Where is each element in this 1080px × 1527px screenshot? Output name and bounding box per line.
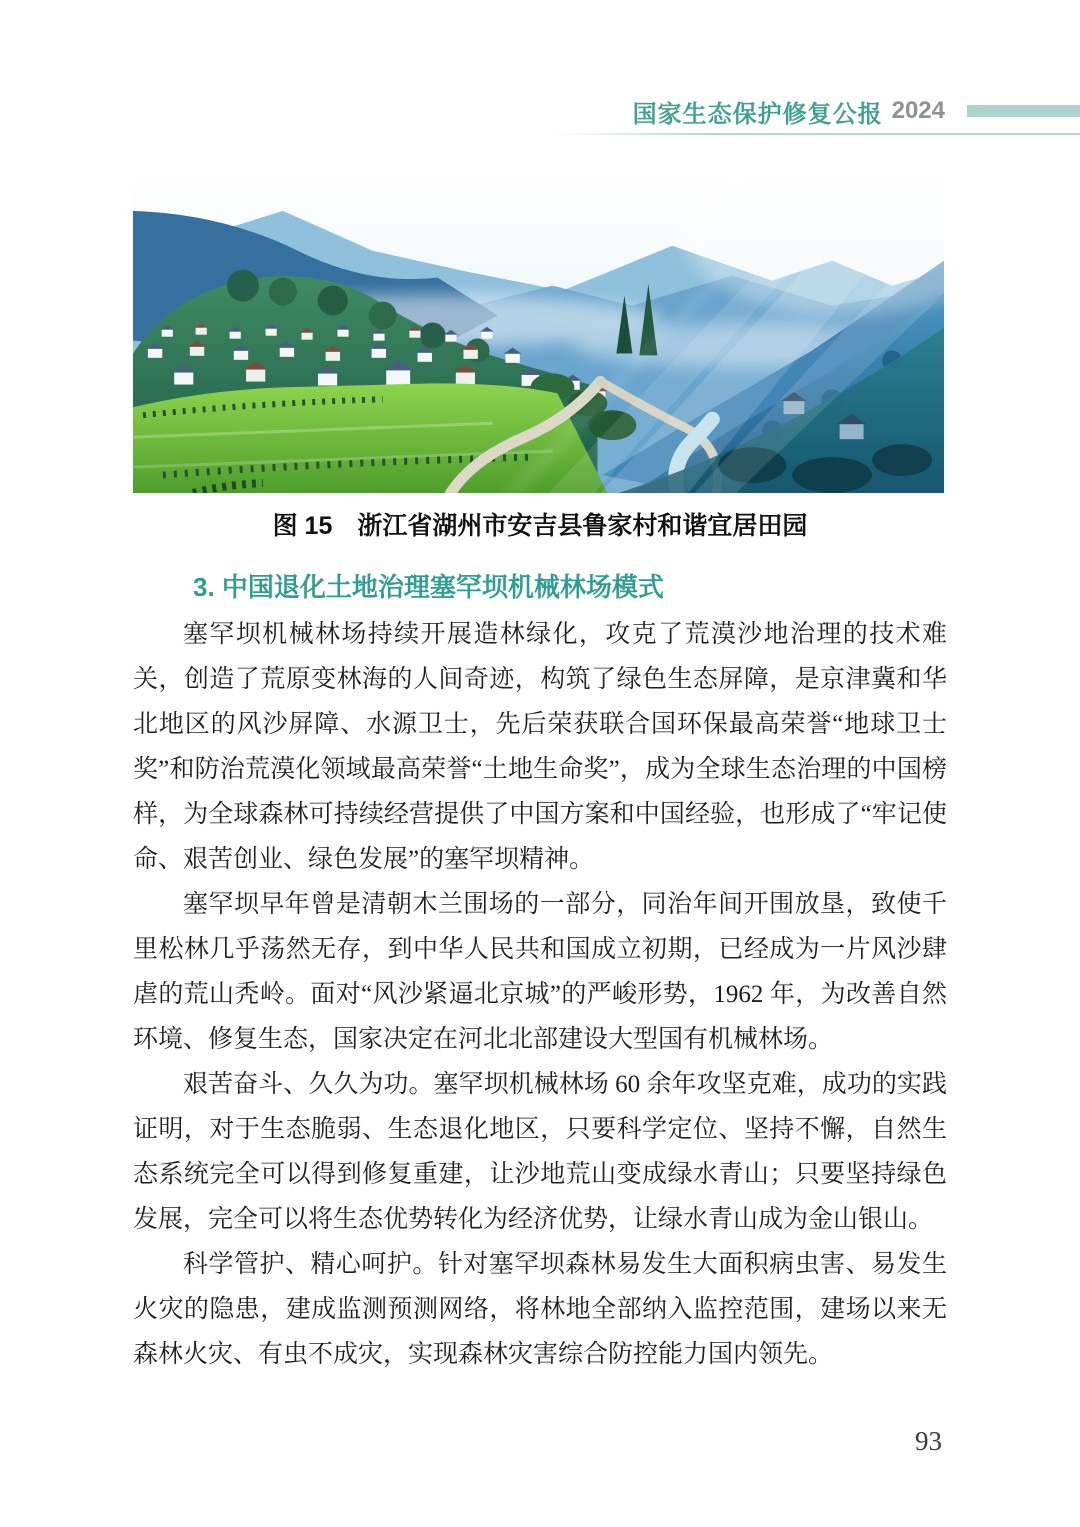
body-text [133,612,947,1377]
paragraph-4: 科学管护、精心呵护。针对塞罕坝森林易发生大面积病虫害、易发生火灾的隐患，建成监测预测网络，将林地全部纳入监控范围，建场以来无森林火灾、有虫不成灾，实现森林灾害综合防控能力国内领先。 [133,1251,947,1368]
paragraph-1: 塞罕坝机械林场持续开展造林绿化，攻克了荒漠沙地治理的技术难关，创造了荒原变林海的人间奇迹，构筑了绿色生态屏障，是京津冀和华北地区的风沙屏障、水源卫士，先后荣获联合国环保最高荣誉“地球卫士奖”和防治荒漠化领域最高荣誉“土地生命奖”，成为全球生态治理的中国榜样，为全球森林可持续经营提供了中国方案和中国经验，也形成了“牢记使命、艰苦创业、绿色发展”的塞罕坝精神。 [133,621,947,873]
paragraph-2: 塞罕坝早年曾是清朝木兰围场的一部分，同治年间开围放垦，致使千里松林几乎荡然无存，到中华人民共和国成立初期，已经成为一片风沙肆虐的荒山秃岭。面对“风沙紧逼北京城”的严峻形势，1962 年，为改善自然环境、修复生态，国家决定在河北北部建设大型国有机械林场。 [133,891,947,1053]
page-number: 93 [915,1426,942,1456]
village-landscape-illustration [133,176,944,493]
figure-photo [133,176,944,493]
header-rule [555,133,1080,135]
section-heading: 3. 中国退化土地治理塞罕坝机械林场模式 [193,572,664,602]
page-header [0,96,1080,126]
report-title: 国家生态保护修复公报 [632,100,883,128]
header-accent-bar [967,105,1080,117]
paragraph-3: 艰苦奋斗、久久为功。塞罕坝机械林场 60 余年攻坚克难，成功的实践证明，对于生态脆弱、生态退化地区，只要科学定位、坚持不懈，自然生态系统完全可以得到修复重建，让沙地荒山变成绿水青山；只要坚持绿色发展，完全可以将生态优势转化为经济优势，让绿水青山成为金山银山。 [133,1071,947,1233]
figure-caption: 图 15 浙江省湖州市安吉县鲁家村和谐宜居田园 [272,512,808,540]
report-year: 2024 [891,97,945,124]
